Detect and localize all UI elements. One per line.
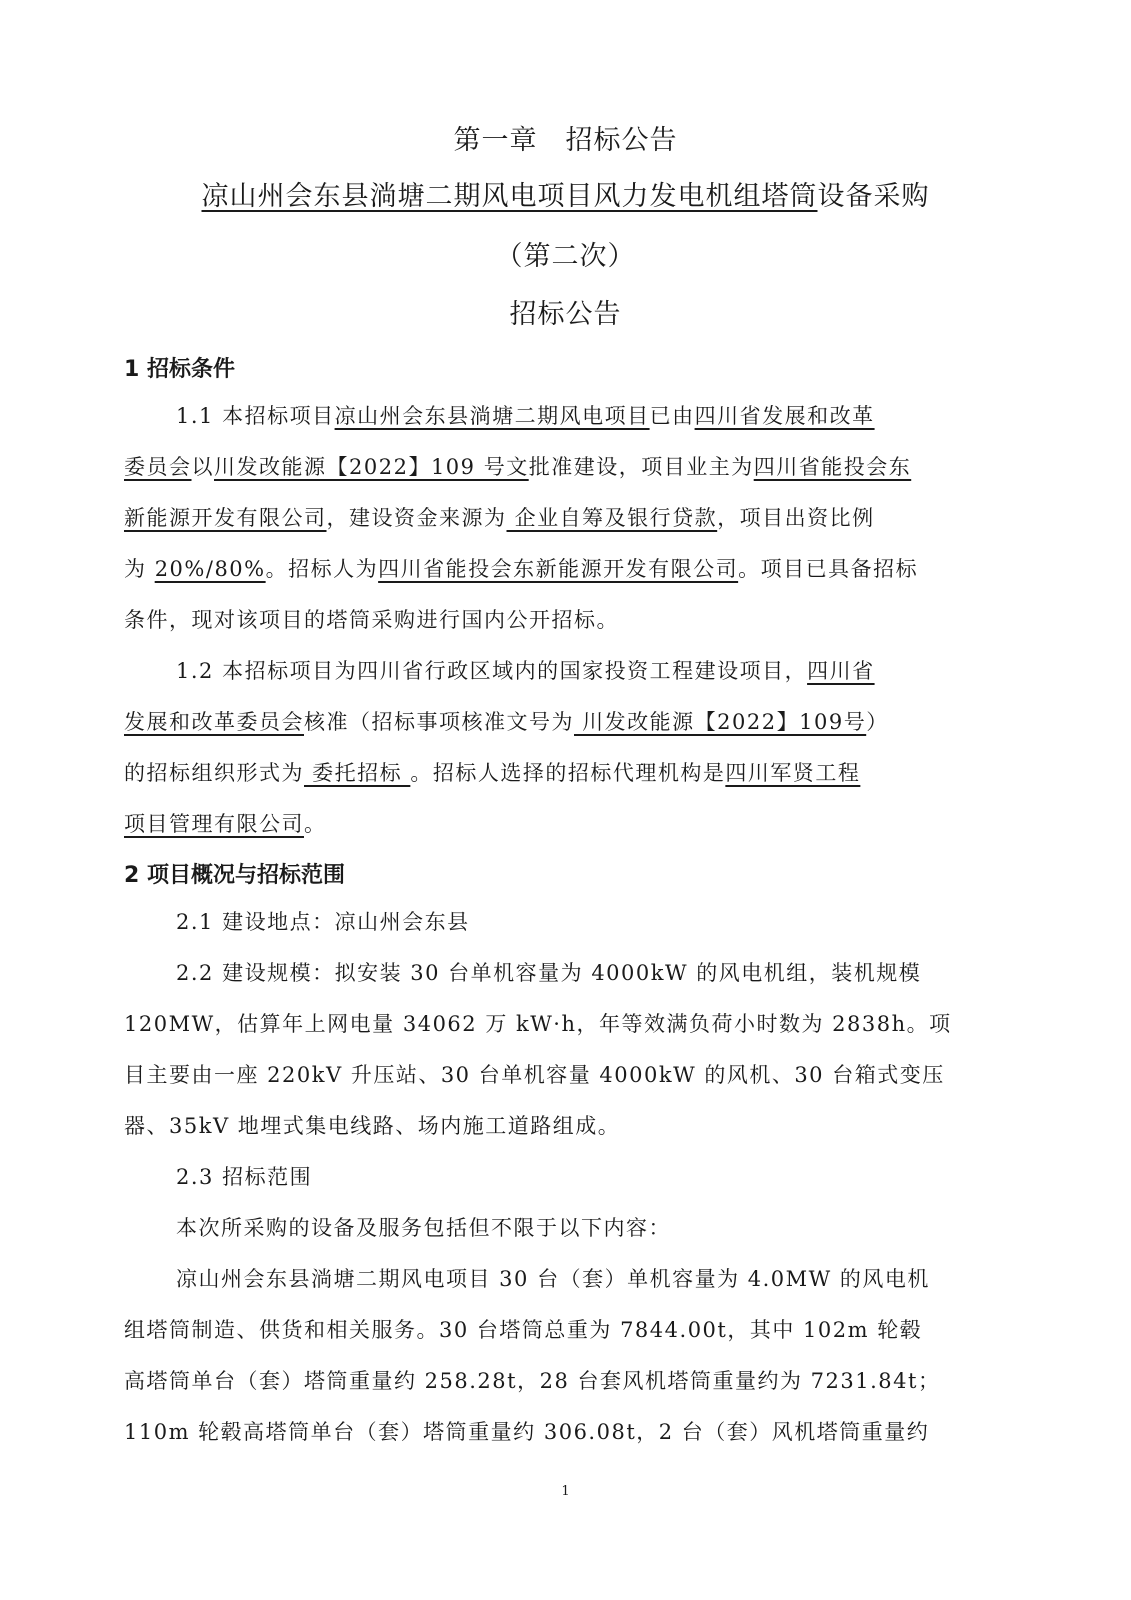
- underlined-field: 项目管理有限公司: [124, 812, 304, 836]
- text-segment: 已由: [649, 404, 695, 428]
- page-number: 1: [561, 1484, 570, 1499]
- text-segment: 1.1 本招标项目: [176, 404, 335, 428]
- p12-line2: [124, 697, 1006, 748]
- p12-line4: [124, 799, 1006, 850]
- p11-line3: [124, 493, 1006, 544]
- p11-line2: [124, 442, 1006, 493]
- p22-line1: 2.2 建设规模：拟安装 30 台单机容量为 4000kW 的风电机组，装机规模: [176, 961, 922, 985]
- underlined-field: 川发改能源【2022】109 号文: [214, 455, 529, 479]
- underlined-field: 委托招标: [304, 761, 411, 785]
- text-segment: ，建设资金来源为: [326, 506, 507, 530]
- underlined-field: 凉山州会东县淌塘二期风电项目: [334, 404, 650, 428]
- project-title-rest: 设备采购: [817, 181, 930, 212]
- p22-line2: 120MW，估算年上网电量 34062 万 kW·h，年等效满负荷小时数为 2838h。项: [124, 1012, 952, 1036]
- text-segment: 。: [304, 812, 327, 836]
- p12-line1: [124, 646, 1006, 697]
- section-1-heading: 1 招标条件: [124, 357, 235, 382]
- p23-body-line2: 组塔筒制造、供货和相关服务。30 台塔筒总重为 7844.00t，其中 102m 轮毂: [124, 1318, 923, 1342]
- text-segment: 批准建设，项目业主为: [528, 455, 754, 479]
- p23-intro: 本次所采购的设备及服务包括但不限于以下内容：: [176, 1216, 671, 1240]
- p22-line3: 目主要由一座 220kV 升压站、30 台单机容量 4000kW 的风机、30 台箱式变压: [124, 1063, 945, 1087]
- section-2-body: [124, 897, 1006, 1458]
- underlined-field: 委员会: [124, 455, 192, 479]
- p23-body-line1: 凉山州会东县淌塘二期风电项目 30 台（套）单机容量为 4.0MW 的风电机: [176, 1267, 930, 1291]
- text-segment: 核准（招标事项核准文号为: [304, 710, 574, 734]
- underlined-field: 企业自筹及银行贷款: [506, 506, 718, 530]
- text-segment: 。项目已具备招标: [738, 557, 919, 581]
- project-title: [0, 174, 1131, 213]
- underlined-field: 四川省发展和改革: [694, 404, 875, 428]
- underlined-field: 四川省: [807, 659, 875, 683]
- section-2-heading: 2 项目概况与招标范围: [124, 863, 345, 888]
- underlined-field: 四川省能投会东新能源开发有限公司: [378, 557, 739, 581]
- text-segment: 的招标组织形式为: [124, 761, 304, 785]
- underlined-field: 发展和改革委员会: [124, 710, 304, 734]
- text-segment: 为: [124, 557, 155, 581]
- text-segment: 以: [191, 455, 214, 479]
- p11-line5: 条件，现对该项目的塔筒采购进行国内公开招标。: [124, 608, 619, 632]
- section-1-body: [124, 391, 1006, 850]
- text-segment: 1.2 本招标项目为四川省行政区域内的国家投资工程建设项目，: [176, 659, 808, 683]
- underlined-field: 20%/80%: [154, 557, 266, 581]
- p21-line: 2.1 建设地点：凉山州会东县: [176, 910, 470, 934]
- notice-title: 招标公告: [509, 299, 622, 330]
- underlined-field: 四川省能投会东: [753, 455, 912, 479]
- text-segment: ，项目出资比例: [717, 506, 875, 530]
- p11-line4: [124, 544, 1006, 595]
- p23-body-line3: 高塔筒单台（套）塔筒重量约 258.28t，28 台套风机塔筒重量约为 7231.84t；: [124, 1369, 941, 1393]
- project-title-sub: （第二次）: [495, 241, 636, 272]
- p11-line1: [124, 391, 1006, 442]
- p12-line3: [124, 748, 1006, 799]
- underlined-field: 川发改能源【2022】109号: [574, 710, 867, 734]
- text-segment: ）: [866, 710, 889, 734]
- p22-line4: 器、35kV 地埋式集电线路、场内施工道路组成。: [124, 1114, 621, 1138]
- p23-line: 2.3 招标范围: [176, 1165, 313, 1189]
- chapter-title: 第一章 招标公告: [453, 125, 678, 156]
- project-title-underlined: 凉山州会东县淌塘二期风电项目风力发电机组塔筒: [201, 181, 818, 212]
- underlined-field: 四川军贤工程: [725, 761, 861, 785]
- underlined-field: 新能源开发有限公司: [124, 506, 327, 530]
- text-segment: 。招标人选择的招标代理机构是: [410, 761, 726, 785]
- text-segment: 。招标人为: [265, 557, 379, 581]
- p23-body-line4: 110m 轮毂高塔筒单台（套）塔筒重量约 306.08t，2 台（套）风机塔筒重量约: [124, 1420, 930, 1444]
